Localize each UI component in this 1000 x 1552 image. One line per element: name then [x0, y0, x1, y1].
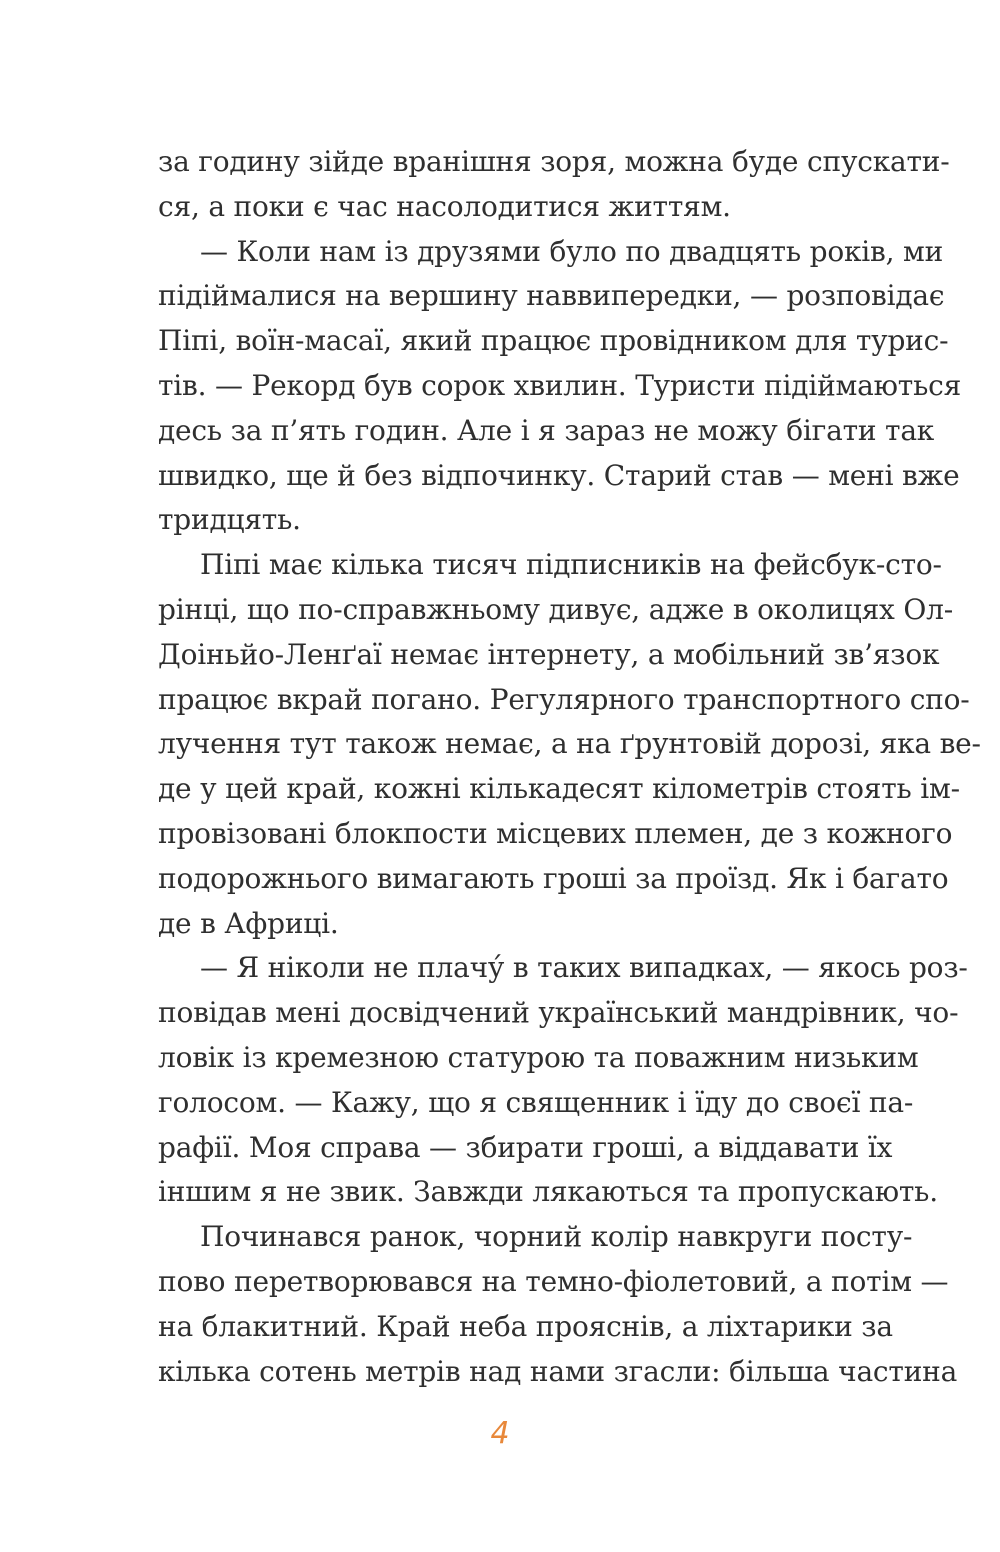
text-line: пово перетворювався на темно-фіолетовий, а потім — — [158, 1264, 949, 1298]
text-line: за годину зійде вранішня зоря, можна буде спускати- — [158, 145, 950, 178]
paragraph-3 — [158, 543, 981, 946]
text-line: Піпі має кілька тисяч підписників на фейсбук-сто- — [200, 548, 942, 582]
text-line: тридцять. — [158, 503, 301, 537]
text-line: — Я ніколи не плачу́ в таких випадках, — якось роз- — [200, 951, 968, 985]
text-line: провізовані блокпости місцевих племен, де з кожного — [158, 816, 953, 850]
text-line: ловік із кремезною статурою та поважним низьким — [158, 1040, 919, 1074]
text-line: Піпі, воїн-масаї, який працює провідником для турис- — [158, 324, 949, 358]
paragraph-5 — [158, 1215, 958, 1394]
text-line: іншим я не звик. Завжди лякаються та пропускають. — [158, 1175, 938, 1209]
text-line: рафії. Моя справа — збирати гроші, а віддавати їх — [158, 1130, 893, 1164]
paragraph-4 — [158, 946, 968, 1215]
text-line: подорожнього вимагають гроші за проїзд. Як і багато — [158, 861, 949, 895]
text-line: працює вкрай погано. Регулярного транспортного спо- — [158, 682, 970, 716]
text-line: де в Африці. — [158, 906, 339, 940]
page-number: 4 — [490, 1416, 510, 1451]
text-line: ся, а поки є час насолодитися життям. — [158, 189, 731, 223]
text-line: повідав мені досвідчений український мандрівник, чо- — [158, 996, 959, 1030]
text-line: підіймалися на вершину наввипередки, — розповідає — [158, 279, 945, 313]
text-line: Починався ранок, чорний колір навкруги посту- — [200, 1220, 913, 1254]
text-line: тів. — Рекорд був сорок хвилин. Туристи підіймаються — [158, 368, 962, 402]
text-line: десь за п’ять годин. Але і я зараз не можу бігати так — [158, 413, 935, 447]
paragraph-1 — [158, 140, 950, 230]
text-line: голосом. — Кажу, що я священник і їду до своєї па- — [158, 1085, 914, 1119]
text-line: — Коли нам із друзями було по двадцять років, ми — [200, 234, 944, 268]
text-line: швидко, ще й без відпочинку. Старий став — мені вже — [158, 458, 960, 492]
text-line: де у цей край, кожні кількадесят кілометрів стоять ім- — [158, 772, 960, 806]
text-line: лучення тут також немає, а на ґрунтовій дорозі, яка ве- — [158, 727, 981, 761]
text-line: кілька сотень метрів над нами згасли: більша частина — [158, 1354, 958, 1388]
body-text — [158, 140, 981, 1394]
text-line: рінці, що по-справжньому дивує, адже в околицях Ол- — [158, 592, 953, 626]
text-line: на блакитний. Край неба прояснів, а ліхтарики за — [158, 1309, 893, 1343]
paragraph-2 — [158, 230, 962, 544]
text-line: Доіньйо-Ленґаї немає інтернету, а мобільний зв’язок — [158, 637, 940, 671]
